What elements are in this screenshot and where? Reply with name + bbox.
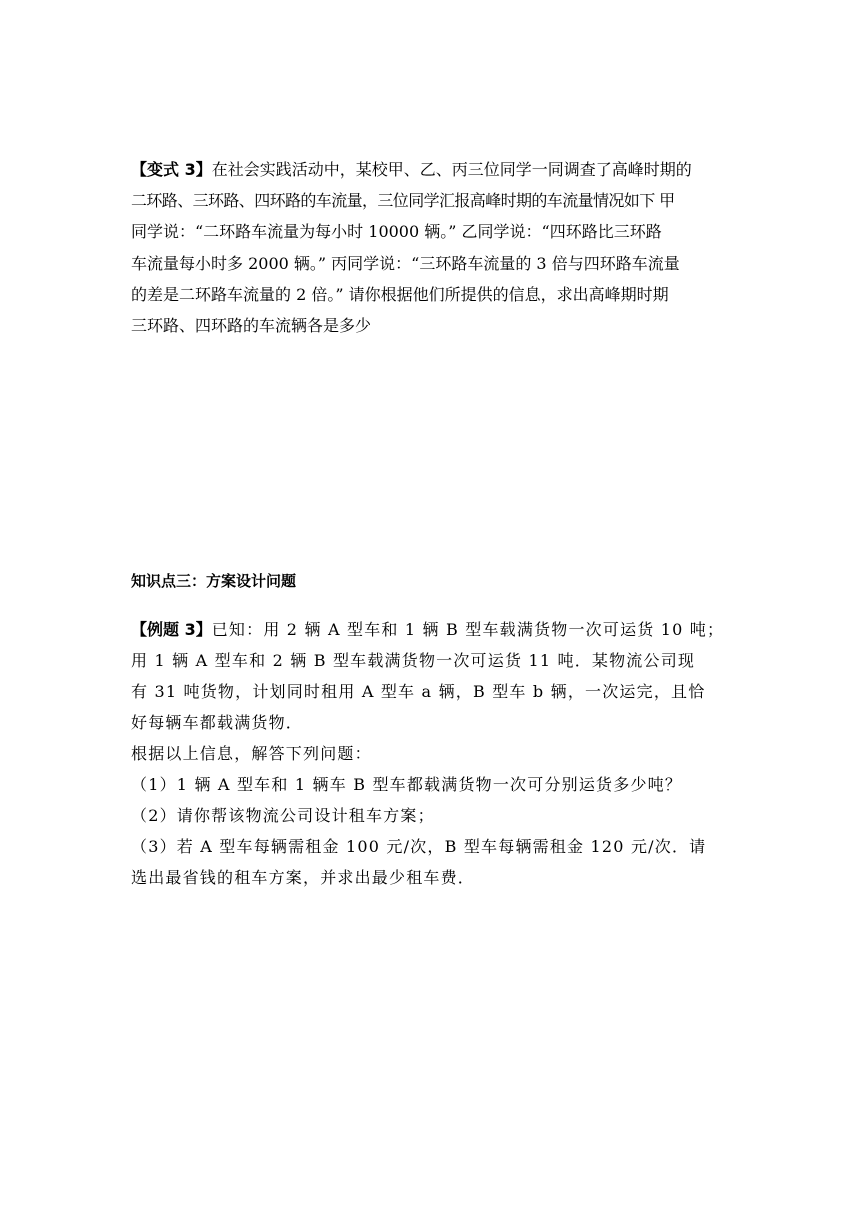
variant-3-line-4: 车流量每小时多 2000 辆。” 丙同学说：“三环路车流量的 3 倍与四环路车流量: [131, 253, 680, 273]
variant-3-line-1: 【变式 3】在社会实践活动中，某校甲、乙、丙三位同学一同调查了高峰时期的: [131, 160, 692, 179]
variant-3-label: 【变式 3】: [131, 160, 212, 179]
variant-3-line-5: 的差是二环路车流量的 2 倍。” 请你根据他们所提供的信息，求出高峰期时期: [131, 284, 669, 304]
example-3-question-1: （1）1 辆 A 型车和 1 辆车 B 型车都载满货物一次可分别运货多少吨？: [131, 775, 683, 794]
example-3-question-2: （2）请你帮该物流公司设计租车方案；: [131, 806, 435, 825]
variant-3-problem: [131, 154, 731, 341]
variant-3-line-6: 三环路、四环路的车流辆各是多少: [131, 315, 372, 335]
example-3-line-1: 【例题 3】已知：用 2 辆 A 型车和 1 辆 B 型车载满货物一次可运货 10 吨；: [131, 620, 725, 639]
knowledge-point-3-heading: 知识点三：方案设计问题: [131, 572, 297, 590]
example-3-question-3: （3）若 A 型车每辆需租金 100 元/次，B 型车每辆需租金 120 元/次．请: [131, 837, 707, 856]
example-3-line-3: 有 31 吨货物，计划同时租用 A 型车 a 辆，B 型车 b 辆，一次运完，且恰: [131, 682, 706, 701]
example-3-line-4: 好每辆车都载满货物．: [131, 713, 304, 732]
example-3-label: 【例题 3】: [131, 620, 212, 639]
example-3-line-2: 用 1 辆 A 型车和 2 辆 B 型车载满货物一次可运货 11 吨．某物流公司现: [131, 651, 696, 670]
variant-3-line-2: 二环路、三环路、四环路的车流量，三位同学汇报高峰时期的车流量情况如下 甲: [131, 191, 675, 211]
example-3-question-3-cont: 选出最省钱的租车方案，并求出最少租车费．: [131, 868, 476, 887]
example-3-line-5: 根据以上信息，解答下列问题：: [131, 744, 372, 763]
knowledge-point-3: [131, 568, 731, 594]
variant-3-line-3: 同学说：“二环路车流量为每小时 10000 辆。” 乙同学说：“四环路比三环路: [131, 222, 662, 242]
example-3-problem: [131, 614, 731, 893]
